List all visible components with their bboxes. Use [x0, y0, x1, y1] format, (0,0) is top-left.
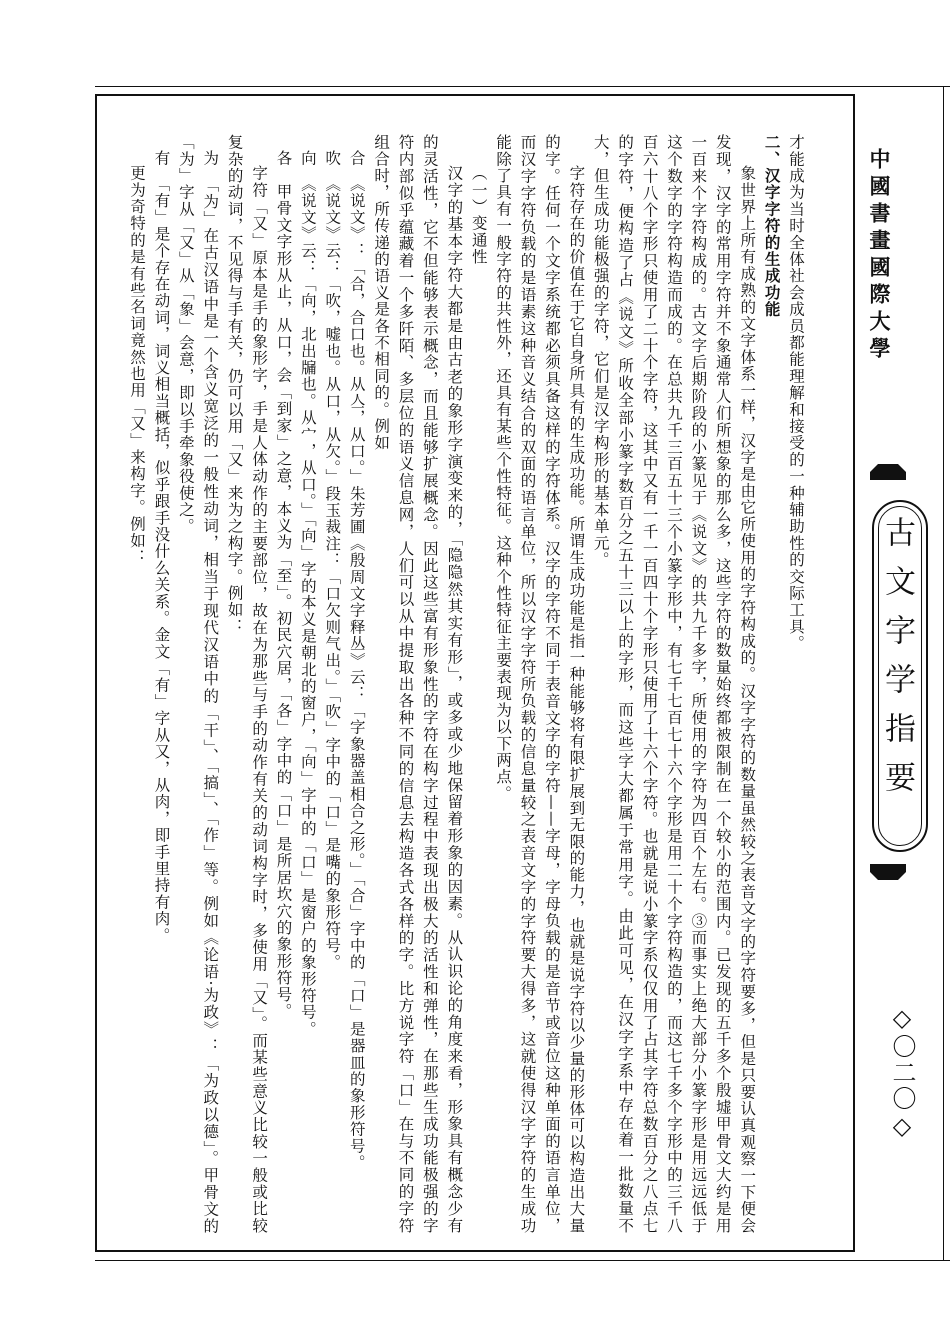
- frame-bottom-rule: [95, 1260, 950, 1261]
- top-ornament-icon: [868, 462, 908, 482]
- paragraph: 字符存在的价值在于它自身所具有的生成功能。所谓生成功能是指一种能够将有限扩展到无限的能力，也就是说字符以少量的形体可以构造出大量的字。任何一个文字系统都必须具备这样的字符体系。汉字的字符不同于表音文字的字符——字母，字母负载的是音节或音位这种单面的语言单位，而汉字字符负载的是语素这种音义结合的双面的语言单位，所以汉字字符所负载的信息量较之表音文字的字符要大得多，这就使得汉字字符的生成功能除了具有一般字符的共性外，还具有某些个性特征。这种个性特征主要表现为以下两点。: [494, 134, 586, 1234]
- paragraph: 字符「又」原本是手的象形字，手是人体动作的主要部位，故在为那些与手的动作有关的动词构字时，多使用「又」。而某些意义比较一般或比较复杂的动词，不见得与手有关，仍可以用「又」来为之构字。例如：: [225, 134, 269, 1234]
- paragraph: 象世界上所有成熟的文字体系一样，汉字是由它所使用的字符构成的。汉字字符的数量虽然较之表音文字的字符要多，但是只要认真观察一下便会发现，汉字的常用字符并不象通常人们所想象的那么多，这些字符的数量始终都被限制在一个较小的范围内。已发现的五千多个殷墟甲骨文大约是用一百来个字符构成的。古文字后期阶段的小篆见于《说文》的共九千多字，所使用的字符为四百个左右。③而事实上绝大部分小篆字形是用远远低于这个数字的字符构造而成的。在总共九千三百五十三个小篆字形中，有七千七百七十六个字形是用二十个字符构造的，而这七千多个字形中的三千八百六十八个字形只使用了二十个字符，这其中又有一千一百四十个字形只使用了十六个字符。也就是说小篆字系仅仅用了占其字符总数百分之八点七的字符，便构造了占《说文》所收全部小篆字数百分之五十三以上的字形，而这些字大都属于常用字。由此可见，在汉字字系中存在着一批数量不大，但生成功能极强的字符，它们是汉字构形的基本单元。: [591, 134, 757, 1234]
- subsection-heading: （一）变通性: [469, 165, 488, 266]
- paragraph: 汉字的基本字符大都是由古老的象形字演变来的，「隐隐然其实有形」，或多或少地保留着形象的因素。从认识论的角度来看，形象具有概念少有的灵活性，它不但能够表示概念，而且能够扩展概念。因此这些富有形象性的字符在构字过程中表现出极大的活性和弹性，在那些生成功能极强的字符内部似乎蕴藏着一个多阡陌、多层位的语义信息网，人们可以从中提取出各种不同的信息去构造各式各样的字。比方说字符「口」在与不同的字符组合时，所传递的语义是各不相同的。例如: [372, 134, 464, 1234]
- book-title: 古文字学指要: [879, 516, 915, 810]
- example-entry: 各 甲骨文字形从止，从口，会「到家」之意，本义为「至」。初民穴居，「各」字中的「口」是所居坎穴的象形符号。: [274, 149, 293, 1020]
- paragraph: 更为奇特的是有些名词竟然也用「又」来构字。例如：: [128, 165, 147, 566]
- frame-top-rule: [95, 86, 950, 87]
- paragraph-continuation: 才能成为当时全体社会成员都能理解和接受的一种辅助性的交际工具。: [787, 134, 805, 652]
- section-heading: 二、汉字字符的生成功能: [762, 134, 782, 318]
- university-name: 中國書畫國際大學: [867, 148, 892, 364]
- example-entry: 为 「为」在古汉语中是一个含义宽泛的一般性动词，相当于现代汉语中的「干」、「搞」、「作」等。例如《论语·为政》：「为政以德」。甲骨文的「为」字从「又」从「象」会意，即以手牵象役使之。: [176, 134, 220, 1234]
- example-entry: 有 「有」是个存在动词，词义相当概括，似乎跟手没什么关系。金文「有」字从又，从肉，即手里持有肉。: [152, 149, 171, 944]
- bottom-ornament-icon: [868, 862, 908, 882]
- page-number: ◇〇二〇◇: [888, 1004, 916, 1142]
- example-entry: 合 《说文》：「合，合口也。从亼，从口。」朱芳圃《殷周文字释丛》云：「字象器盖相合之形。」「合」字中的「口」是器皿的象形符号。: [347, 149, 366, 1171]
- example-entry: 吹 《说文》云：「吹，嘘也。从口，从欠。」段玉裁注：「口欠则气出。」「吹」字中的「口」是嘴的象形符号。: [323, 149, 342, 971]
- example-entry: 向 《说文》云：「向，北出牖也。从宀，从口。」「向」字的本义是朝北的窗户，「向」字中的「口」是窗户的象形符号。: [298, 149, 317, 1037]
- body-text: [108, 134, 808, 1234]
